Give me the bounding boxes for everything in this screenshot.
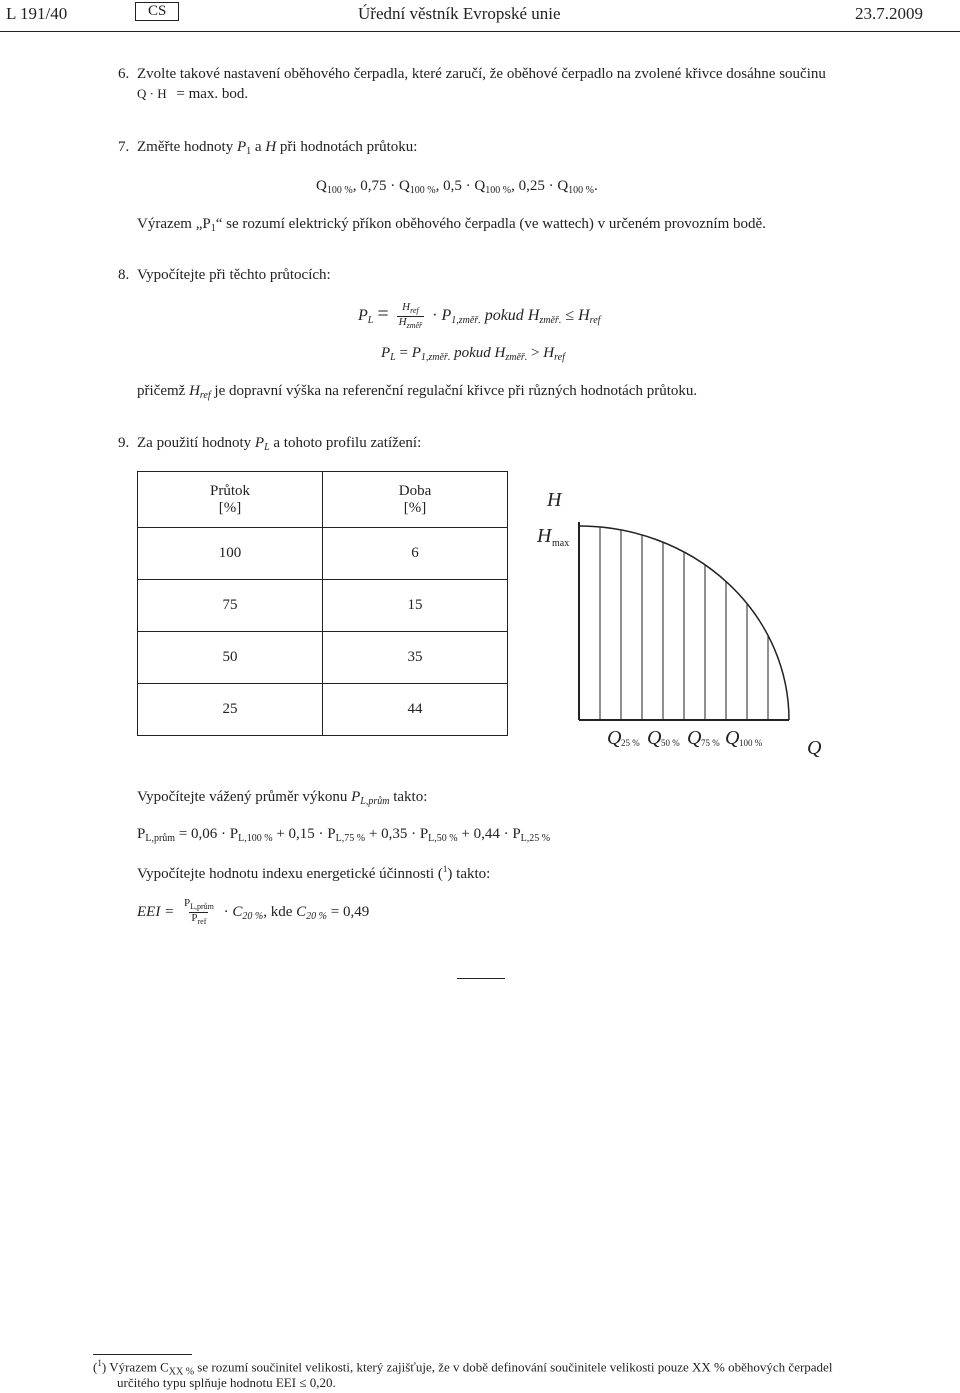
href-definition-end: je dopravní výška na referenční regulační křivce při různých hodnotách průtoku. (214, 383, 698, 399)
flow-tick-lines (600, 527, 768, 720)
step-9-intro: Za použití hodnoty (137, 435, 252, 451)
p-subscript: 1 (246, 146, 252, 157)
eei-den-sub: ref (197, 917, 207, 926)
pokud: pokud (484, 307, 524, 325)
pl-symbol: P (254, 435, 265, 451)
footnote-line-2: určitého typu splňuje hodnotu EEI ≤ 0,20. (117, 1375, 336, 1390)
step-6-continuation (137, 86, 248, 103)
header-flow-label: Průtok (209, 482, 250, 499)
step-7-number: 7. (118, 139, 130, 155)
c-sub: 20 % (306, 910, 327, 922)
coef: 0,06 (191, 826, 218, 842)
table-cell: 15 (323, 580, 508, 632)
dot: · (465, 178, 471, 194)
table-cell: 50 (138, 632, 323, 684)
weighted-intro-start: Vypočítejte vážený průměr výkonu (137, 789, 348, 805)
term-sub: L,100 % (238, 833, 273, 844)
step-7-tail: při hodnotách průtoku: (279, 139, 418, 155)
href-symbol: H (189, 383, 200, 399)
table-header-row (138, 472, 508, 528)
coef-05: 0,5 (443, 178, 462, 194)
q-symbol: Q (557, 178, 569, 194)
language-badge: CS (135, 2, 179, 21)
table-cell: 25 (138, 684, 323, 736)
frac-den-sub: změř (406, 321, 423, 330)
term-p: P (327, 826, 336, 842)
step-7-intro: Změřte hodnoty (137, 139, 234, 155)
term-p: P (419, 826, 429, 842)
term-sub: L,50 % (428, 833, 458, 844)
table-cell: 100 (138, 528, 323, 580)
footnote-rule (93, 1354, 192, 1355)
q-subscript: 100 % (409, 185, 436, 196)
p-symbol: P (351, 789, 361, 805)
header-time-unit: [%] (403, 499, 427, 516)
table-cell: 6 (323, 528, 508, 580)
eei-formula (137, 898, 369, 927)
flow-tick-sub: 100 % (739, 738, 763, 748)
header-flow-unit: [%] (218, 499, 242, 516)
term-sub: L,75 % (335, 833, 366, 844)
q-subscript: 100 % (568, 185, 594, 196)
eei-num-sub: L,prům (190, 902, 214, 911)
step-8-number: 8. (118, 267, 130, 283)
flow-tick-sub: 25 % (621, 738, 640, 748)
q-symbol: Q (316, 178, 327, 194)
term-sub: L,25 % (520, 833, 551, 844)
pl-sub: L (390, 352, 396, 363)
page-reference: L 191/40 (6, 4, 68, 23)
flow-tick-label (725, 727, 763, 749)
dot: · (318, 826, 324, 842)
section-separator (457, 978, 505, 979)
coef: 0,15 (288, 826, 315, 842)
href-sub: ref (554, 352, 565, 363)
eei-num: P (183, 897, 191, 909)
h-axis-label: H (547, 489, 562, 511)
eei-den: P (191, 912, 198, 924)
href-definition (137, 383, 697, 401)
frac-den: H (398, 316, 407, 328)
h-max-label: H (537, 525, 552, 547)
q-axis-label: Q (807, 737, 822, 759)
p1-symbol: P (411, 345, 421, 361)
step-7-text (137, 139, 417, 157)
header-time (323, 472, 508, 528)
p1-definition (137, 216, 766, 234)
eei-intro (137, 864, 490, 883)
flow-tick-sub: 75 % (701, 738, 720, 748)
step-6-text: Zvolte takové nastavení oběhového čerpadla, které zaručí, že oběhové čerpadlo na zvolené křivce dosáhne součinu (137, 66, 826, 82)
table-cell: 44 (323, 684, 508, 736)
pl-symbol: P (358, 307, 368, 325)
footnote-line-1: ($^1$) Výrazem $C_{XX \%}$ se rozumí součinitel velikosti, který zajišťuje, že v době definování součinitele velikosti pouze XX % oběhových čerpadel (93, 1358, 833, 1378)
step-6-number: 6. (118, 66, 130, 82)
h-max-subscript: max (552, 538, 570, 549)
pl-symbol: P (381, 345, 391, 361)
p1-definition-end: “ se rozumí elektrický příkon oběhového čerpadla (ve wattech) v určeném provozním bodě. (215, 216, 766, 232)
table-cell: 75 (138, 580, 323, 632)
p1-definition-sub: 1 (210, 223, 216, 234)
term-p: P (512, 826, 521, 842)
href-definition-start: přičemž (137, 383, 186, 399)
hz-symbol: H (527, 307, 540, 325)
dot: · (503, 826, 509, 842)
flow-tick-q: Q (725, 727, 740, 749)
c-symbol: C (296, 903, 307, 920)
coef-025: 0,25 (518, 178, 545, 194)
footnote-mark: 1 (97, 1358, 102, 1368)
table-row (138, 528, 508, 580)
frac-num-sub: ref (410, 306, 419, 315)
publication-date: 23.7.2009 (855, 4, 923, 23)
conjunction: a (254, 139, 262, 155)
hz-sub: změř. (539, 315, 562, 327)
q-subscript: 100 % (326, 185, 353, 196)
eei-intro-end: ) takto: (447, 866, 491, 882)
flow-points-formula: $Q_{100 \%}$, $0,75 \cdot Q_{100 \%}$, $0,5 \cdot Q_{100 \%}$, $0,25 \cdot Q_{100 \%}$. (316, 178, 598, 196)
q-symbol: Q (474, 178, 486, 194)
c-sub: 20 % (242, 910, 264, 922)
journal-title: Úřední věstník Evropské unie (358, 4, 561, 23)
hz-sub: změř. (505, 352, 528, 363)
href-symbol: H (578, 307, 590, 325)
c-symbol: C (232, 903, 243, 920)
footnote-rest: se rozumí součinitel velikosti, který zajišťuje, že v době definování součinitele velikosti pouze XX % oběhových čerpadel (197, 1359, 833, 1375)
dot: · (548, 178, 554, 194)
h-ratio-fraction (397, 302, 425, 331)
flow-tick-sub: 50 % (661, 738, 680, 748)
table-cell: 35 (323, 632, 508, 684)
gt: > (531, 345, 540, 361)
table-row (138, 580, 508, 632)
eei-fraction (182, 898, 216, 927)
max-point-text: = max. bod. (176, 86, 249, 102)
eei-intro-start: Vypočítejte hodnotu indexu energetické účinnosti ( (137, 866, 443, 882)
flow-tick-q: Q (687, 727, 702, 749)
flow-tick-label (607, 727, 640, 749)
p1-sub: 1,změř. (451, 315, 481, 327)
weighted-intro-end: takto: (393, 789, 428, 805)
pl-sub: L (264, 442, 270, 453)
dot: · (221, 826, 227, 842)
dot: · (223, 903, 229, 920)
c-value: = 0,49 (330, 903, 370, 920)
href-symbol: H (543, 345, 555, 361)
term-p: P (229, 826, 239, 842)
table-row (138, 684, 508, 736)
hz-symbol: H (494, 345, 506, 361)
header-flow (138, 472, 323, 528)
q-symbol: Q (398, 178, 410, 194)
dot: · (390, 178, 396, 194)
p1-sub: 1,změř. (420, 352, 451, 363)
lhs-sub: L,prům (145, 833, 176, 844)
pl-formula-2 (381, 345, 565, 363)
flow-tick-q: Q (607, 727, 622, 749)
reference-curve-diagram (527, 482, 847, 772)
p1-symbol: P (441, 307, 452, 325)
step-9-number: 9. (118, 435, 130, 451)
p-sub: L,prům (360, 796, 390, 807)
equals: = (399, 345, 408, 361)
q-subscript: 100 % (485, 185, 512, 196)
step-8-text: Vypočítejte při těchto průtocích: (137, 267, 331, 283)
coef: 0,44 (473, 826, 500, 842)
footnote-ref: 1 (442, 864, 448, 874)
h-symbol: H (265, 139, 277, 155)
weighted-average-intro (137, 789, 427, 807)
flow-tick-label (647, 727, 680, 749)
p1-definition-start: Výrazem „P (137, 216, 211, 232)
pokud: pokud (454, 345, 491, 361)
flow-tick-labels (607, 727, 763, 749)
weighted-average-formula: $P_{L,prům} = 0,06 \cdot P_{L,100 \%} + 0,15 \cdot P_{L,75 \%} + 0,35 \cdot P_{L,50 \%} + 0,44 \cdot P_{L,25 \%}$ (137, 826, 551, 844)
dot: · (432, 307, 438, 325)
step-9-text (137, 435, 421, 453)
leq: ≤ (565, 307, 575, 325)
eei-lhs: EEI = (137, 903, 175, 920)
coef-075: 0,75 (360, 178, 387, 194)
equals: = (178, 826, 188, 842)
footnote-sub: XX % (168, 1366, 195, 1378)
header-time-label: Doba (398, 482, 432, 499)
footnote-start: Výrazem C (109, 1359, 169, 1375)
flow-tick-label (687, 727, 720, 749)
lhs-p: P (137, 826, 146, 842)
flow-tick-q: Q (647, 727, 662, 749)
href-sub: ref (199, 390, 211, 401)
product-expression: Q · H (137, 86, 167, 101)
equals: = (377, 303, 389, 326)
coef: 0,35 (381, 826, 408, 842)
pl-sub: L (367, 315, 374, 327)
href-sub: ref (589, 315, 601, 327)
table-row (138, 632, 508, 684)
step-9-tail: a tohoto profilu zatížení: (273, 435, 422, 451)
kde: , kde (263, 903, 293, 920)
header-rule (0, 31, 960, 32)
p-symbol: P (236, 139, 247, 155)
pl-formula-1 (358, 302, 600, 331)
load-profile-table (137, 471, 508, 736)
dot: · (411, 826, 417, 842)
frac-num: H (402, 301, 411, 313)
